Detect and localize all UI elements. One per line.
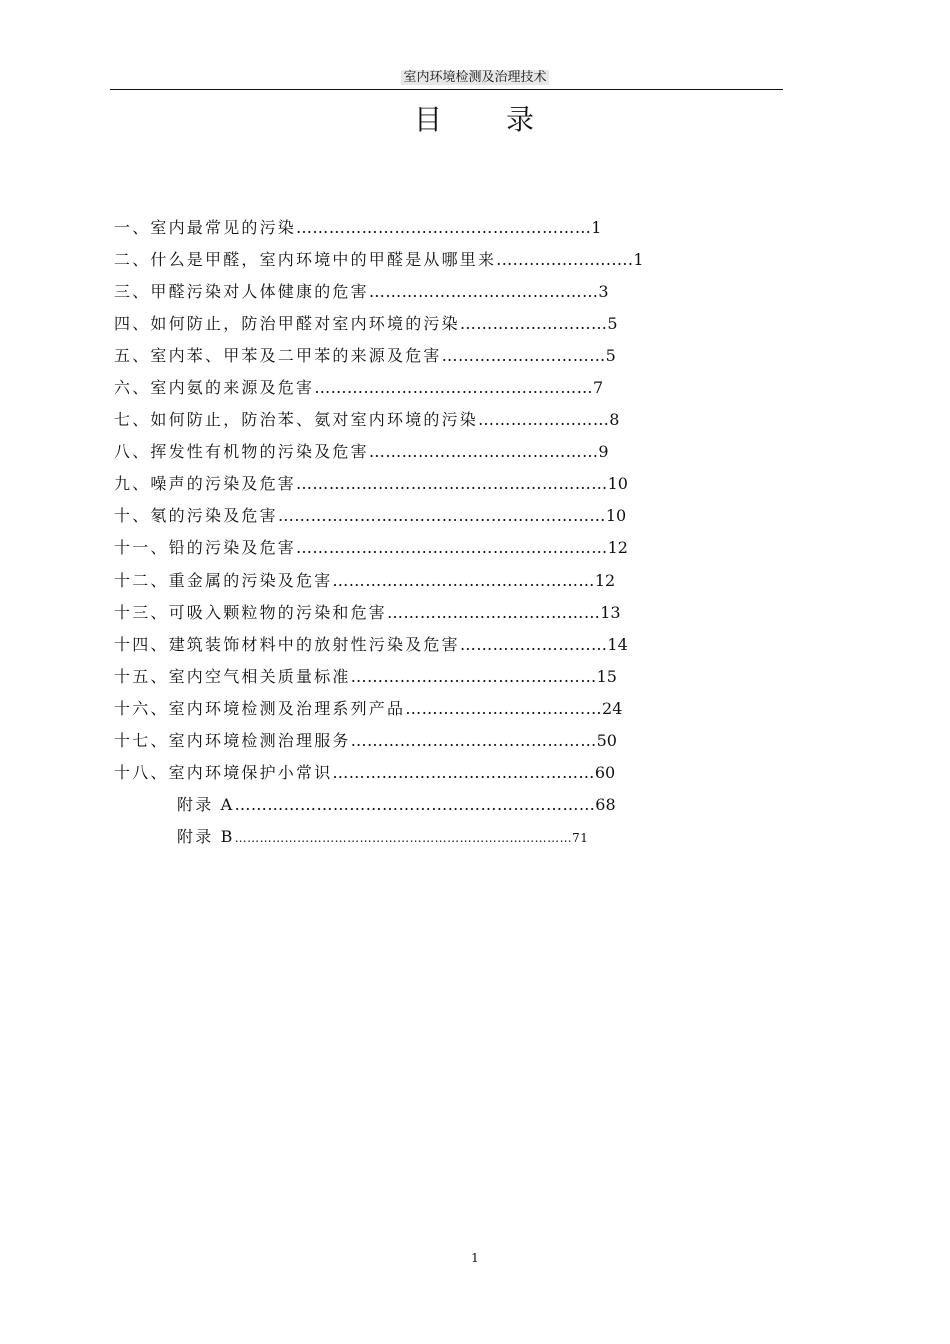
toc-page: 60 (594, 762, 616, 782)
title-char-left: 目 (413, 103, 444, 136)
toc-entry[interactable] (114, 761, 734, 793)
toc-page: 10 (607, 474, 628, 494)
toc-label: 六、室内氨的来源及危害 (114, 378, 315, 398)
toc-label: 一、室内最常见的污染 (114, 218, 297, 237)
toc-leader: ……………………… (459, 314, 608, 334)
toc-leader: …………………… (478, 410, 610, 430)
toc-label: 十四、建筑装饰材料中的放射性污染及危害 (114, 634, 460, 654)
toc-entry[interactable] (114, 601, 734, 633)
toc-leader: ……………………… (459, 634, 608, 654)
toc-leader: ………………………………………………………… (234, 794, 596, 814)
toc-leader: ………………………………………………… (296, 538, 608, 558)
toc-entry[interactable] (114, 536, 734, 568)
toc-entry[interactable] (114, 280, 734, 312)
toc-page: 1 (591, 218, 602, 237)
toc-label: 二、什么是甲醛，室内环境中的甲醛是从哪里来 (114, 250, 497, 270)
header-rule (110, 89, 783, 90)
toc-leader: …………………………………… (368, 442, 599, 462)
toc-label: 十二、重金属的污染及危害 (114, 570, 333, 590)
page-title (0, 102, 950, 138)
toc-page: 71 (572, 830, 589, 845)
title-char-right: 录 (506, 103, 537, 136)
toc-page: 8 (609, 410, 620, 430)
running-header (0, 70, 950, 86)
toc-page: 15 (596, 666, 617, 686)
toc-leader: ………………………………………… (332, 762, 595, 782)
toc-entry[interactable] (114, 697, 734, 729)
toc-leader: ……………………………………………… (296, 218, 592, 237)
toc-leader: ……………………………………………………………………… (234, 830, 573, 845)
toc-entry[interactable] (114, 472, 734, 504)
toc-page: 1 (633, 250, 644, 270)
toc-label: 附录 B (177, 826, 235, 846)
toc-page: 12 (594, 570, 616, 590)
toc-page: 9 (598, 442, 609, 462)
toc-leader: ……………………………… (405, 698, 603, 718)
toc-leader: …………………………………………… (314, 378, 594, 398)
toc-entry[interactable] (114, 504, 734, 536)
toc-entry-appendix[interactable] (114, 793, 734, 825)
toc-page: 5 (607, 314, 618, 334)
toc-leader: …………………………………………………… (277, 506, 606, 526)
toc-label: 七、如何防止，防治苯、氨对室内环境的污染 (114, 410, 479, 430)
toc-entry[interactable] (114, 569, 734, 601)
toc-page: 24 (602, 698, 623, 718)
running-header-text: 室内环境检测及治理技术 (403, 70, 547, 85)
toc-label: 四、如何防止，防治甲醛对室内环境的污染 (114, 314, 460, 334)
toc-label: 十六、室内环境检测及治理系列产品 (114, 698, 406, 718)
toc-entry[interactable] (114, 216, 734, 248)
toc-page: 5 (605, 346, 616, 366)
toc-page: 50 (596, 730, 617, 750)
toc-entry-appendix[interactable] (114, 825, 734, 857)
toc-leader: ………………………………………………… (296, 474, 608, 494)
toc-label: 附录 A (177, 794, 235, 814)
toc-entry[interactable] (114, 376, 734, 408)
toc-page: 13 (600, 602, 621, 622)
toc-label: 三、甲醛污染对人体健康的危害 (114, 282, 369, 302)
toc-page: 12 (607, 538, 628, 558)
toc-page: 68 (595, 794, 616, 814)
toc-label: 八、挥发性有机物的污染及危害 (114, 442, 369, 462)
toc-label: 十八、室内环境保护小常识 (114, 762, 333, 782)
toc-page: 10 (605, 506, 627, 526)
toc-label: 十一、铅的污染及危害 (114, 538, 297, 558)
toc-page: 3 (598, 282, 609, 302)
toc-leader: ......................... (496, 250, 634, 270)
toc-entry[interactable] (114, 408, 734, 440)
toc-leader: ………………………………… (387, 602, 601, 622)
toc-leader: ………………………………………… (332, 570, 595, 590)
toc-entry[interactable] (114, 440, 734, 472)
toc-entry[interactable] (114, 729, 734, 761)
page-number: 1 (471, 1251, 479, 1265)
toc-label: 九、噪声的污染及危害 (114, 474, 297, 494)
toc-leader: ………………………… (441, 346, 606, 366)
toc-page: 14 (607, 634, 628, 654)
toc-leader: ……………………………………… (350, 730, 597, 750)
toc-entry[interactable] (114, 344, 734, 376)
toc-page: 7 (593, 378, 604, 398)
toc-entry[interactable] (114, 312, 734, 344)
toc-label: 十五、室内空气相关质量标准 (114, 666, 351, 686)
table-of-contents (114, 216, 734, 857)
toc-label: 十、氡的污染及危害 (114, 506, 278, 526)
toc-entry[interactable] (114, 248, 734, 280)
toc-label: 五、室内苯、甲苯及二甲苯的来源及危害 (114, 346, 442, 366)
toc-entry[interactable] (114, 665, 734, 697)
toc-label: 十三、可吸入颗粒物的污染和危害 (114, 602, 388, 622)
toc-label: 十七、室内环境检测治理服务 (114, 730, 351, 750)
toc-leader: ……………………………………… (350, 666, 597, 686)
toc-entry[interactable] (114, 633, 734, 665)
toc-leader: …………………………………… (368, 282, 599, 302)
